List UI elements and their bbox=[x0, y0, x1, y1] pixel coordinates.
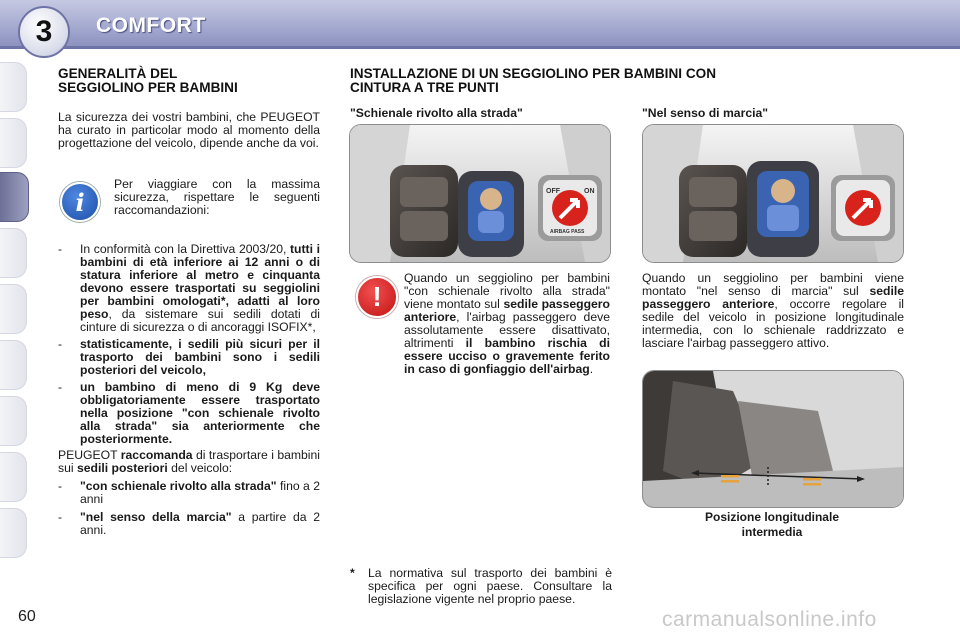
item5-bold: "nel senso della marcia" bbox=[80, 510, 232, 524]
forward-bold: sedile passeggero anteriore bbox=[642, 284, 905, 311]
forward-facing-illustration bbox=[643, 125, 903, 262]
left-list bbox=[58, 243, 320, 537]
warning-bold-1: sedile passeggero anteriore bbox=[404, 297, 610, 324]
list-dash: - bbox=[58, 337, 63, 351]
left-heading-line1: GENERALITÀ DEL bbox=[58, 66, 178, 81]
header-underline bbox=[0, 46, 960, 49]
info-text: Per viaggiare con la massima sicurezza, rispettare le seguenti raccomandazioni: bbox=[114, 177, 320, 217]
item3-bold: un bambino di meno di 9 Kg deve obbligatoriamente essere trasportato nella posizione "con schienale rivolto alla strada" sia anteriormente che posteriormente. bbox=[80, 380, 320, 446]
item4-bold: "con schienale rivolto alla strada" bbox=[80, 479, 277, 493]
chapter-title: COMFORT bbox=[96, 14, 206, 37]
footnote-star: * bbox=[350, 566, 355, 580]
info-box bbox=[58, 178, 320, 238]
subheading-rear-facing: "Schienale rivolto alla strada" bbox=[350, 106, 523, 120]
forward-text-a: Quando un seggiolino per bambini viene montato "nel senso di marcia" sul bbox=[642, 271, 904, 298]
side-tab-2[interactable] bbox=[0, 118, 27, 168]
photo-rear-facing-seat bbox=[349, 124, 611, 263]
forward-facing-paragraph bbox=[642, 272, 904, 350]
forward-text-b: , occorre regolare il sedile del veicolo in posizione longitudinale intermedia, con lo schienale raddrizzato e lasciare l'airbag passeggero attivo. bbox=[642, 297, 904, 350]
list-item bbox=[58, 511, 320, 537]
para2-d: sedili posteriori bbox=[76, 461, 168, 475]
footnote-text: La normativa sul trasporto dei bambini è specifica per ogni paese. Consultare la legislazione vigente nel proprio paese. bbox=[368, 566, 612, 606]
para2-c: di trasportare i bambini sui bbox=[58, 448, 321, 475]
warning-text-b: , l'airbag passeggero deve assolutamente essere disattivato, altrimenti bbox=[404, 310, 610, 350]
side-tab-7[interactable] bbox=[0, 396, 27, 446]
footnote bbox=[350, 567, 612, 606]
right-heading bbox=[350, 67, 910, 95]
list-dash: - bbox=[58, 510, 63, 524]
side-tab-8[interactable] bbox=[0, 452, 27, 502]
seat-position-illustration bbox=[643, 371, 903, 507]
item4-rest: fino a 2 anni bbox=[80, 479, 320, 506]
warning-text bbox=[350, 272, 610, 376]
list-item bbox=[58, 381, 320, 446]
watermark: carmanualsonline.info bbox=[662, 608, 877, 631]
caption-line2: intermedia bbox=[741, 525, 803, 539]
para2-e: del veicolo: bbox=[171, 461, 233, 475]
photo-forward-facing-seat bbox=[642, 124, 904, 263]
list-dash: - bbox=[58, 479, 63, 493]
footnote-item bbox=[350, 567, 612, 606]
item1-tail: , da sistemare sui sedili dotati di cinture di sicurezza o di ancoraggi ISOFIX*, bbox=[80, 307, 320, 334]
page-number: 60 bbox=[18, 608, 36, 625]
warning-icon: ! bbox=[356, 276, 398, 318]
caption-line1: Posizione longitudinale bbox=[704, 510, 839, 524]
recommend-paragraph bbox=[58, 449, 320, 475]
left-heading-line2: SEGGIOLINO PER BAMBINI bbox=[58, 80, 238, 95]
list-item bbox=[58, 480, 320, 506]
airbag-on-label: ON bbox=[584, 188, 595, 195]
right-heading-line1: INSTALLAZIONE DI UN SEGGIOLINO PER BAMBINI CON bbox=[350, 66, 717, 81]
list-item bbox=[58, 243, 320, 334]
list-dash: - bbox=[58, 380, 63, 394]
side-tab-6[interactable] bbox=[0, 340, 27, 390]
item2-bold: statisticamente, i sedili più sicuri per il trasporto dei bambini sono i sedili posteriori del veicolo, bbox=[80, 337, 320, 377]
warning-bold-2: il bambino rischia di essere ucciso o gravemente ferito in caso di gonfiaggio dell'airbag bbox=[404, 336, 610, 376]
seat-position-caption bbox=[642, 510, 902, 540]
item1-text: In conformità con la Direttiva 2003/20, bbox=[80, 242, 287, 256]
left-heading bbox=[58, 67, 320, 95]
warning-text-a: Quando un seggiolino per bambini "con schienale rivolto alla strada" viene montato sul bbox=[404, 271, 610, 311]
item5-rest: a partire da 2 anni. bbox=[80, 510, 320, 537]
info-icon: i bbox=[60, 182, 100, 222]
airbag-pass-label: AIRBAG PASS bbox=[550, 229, 585, 235]
list-dash: - bbox=[58, 242, 63, 256]
warning-intro bbox=[404, 272, 610, 376]
side-tab-4[interactable] bbox=[0, 228, 27, 278]
item1-bold: tutti i bambini di età inferiore ai 12 anni o di statura inferiore al metro e cinquanta devono essere trasportati su seggiolini per bambini omologati*, adatti al loro peso bbox=[80, 242, 321, 321]
side-tab-3-active[interactable] bbox=[0, 172, 29, 222]
airbag-off-label: OFF bbox=[546, 188, 560, 195]
photo-seat-longitudinal-position bbox=[642, 370, 904, 508]
list-item bbox=[58, 338, 320, 377]
subheading-forward-facing: "Nel senso di marcia" bbox=[642, 106, 769, 120]
side-tab-5[interactable] bbox=[0, 284, 27, 334]
para2-b: raccomanda bbox=[120, 448, 193, 462]
rear-facing-illustration bbox=[350, 125, 610, 262]
side-tab-1[interactable] bbox=[0, 62, 27, 112]
right-heading-line2: CINTURA A TRE PUNTI bbox=[350, 80, 499, 95]
intro-paragraph: La sicurezza dei vostri bambini, che PEUGEOT ha curato in particolar modo al momento della progettazione del veicolo, dipende anche da voi. bbox=[58, 110, 320, 150]
chapter-number-badge: 3 bbox=[18, 6, 70, 58]
para2-a: PEUGEOT bbox=[58, 448, 118, 462]
left-column bbox=[58, 67, 320, 150]
side-tab-strip bbox=[0, 58, 30, 578]
warning-end: . bbox=[589, 362, 594, 376]
side-tab-9[interactable] bbox=[0, 508, 27, 558]
